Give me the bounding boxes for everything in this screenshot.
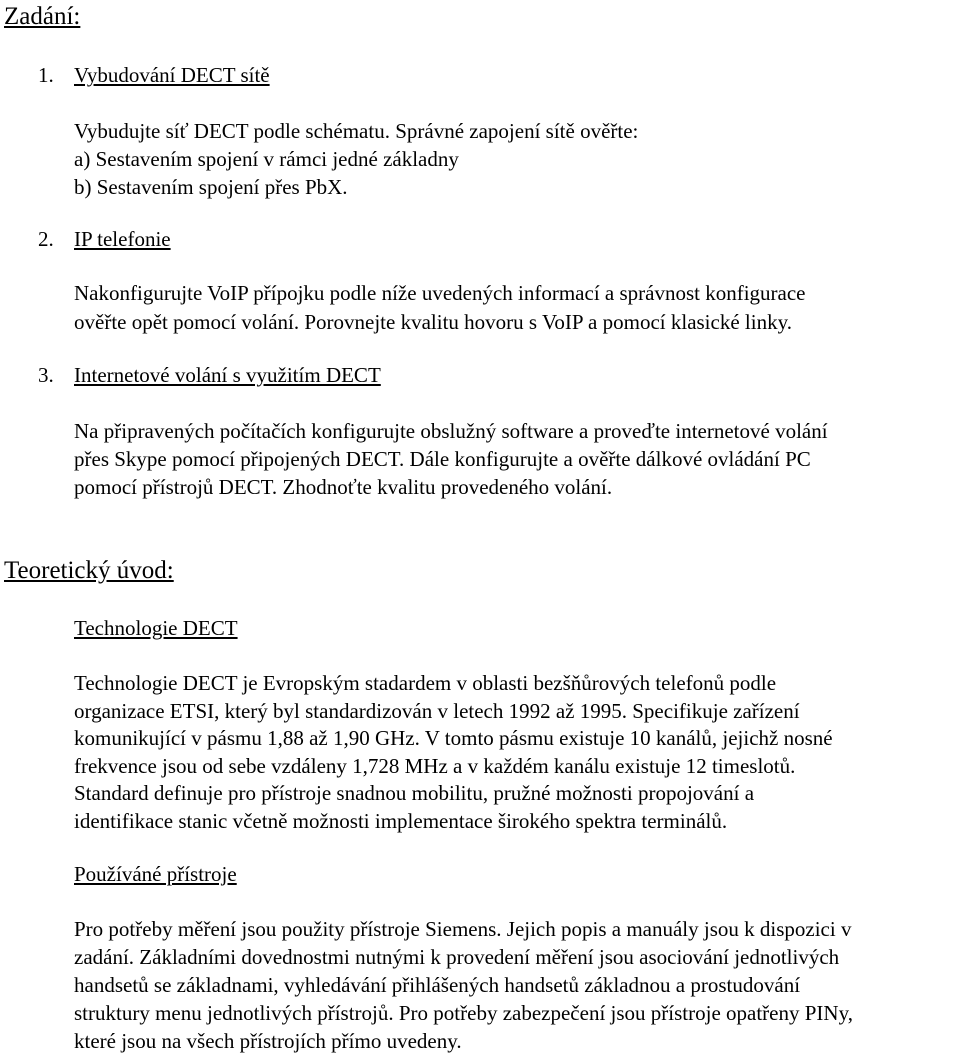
task-3-line-3: pomocí přístrojů DECT. Zhodnoťte kvalitu provedeného volání. [74, 475, 613, 499]
task-2-title: IP telefonie [74, 227, 171, 251]
section-devices-line-3: handsetů se základnami, vyhledávání přihlášených handsetů základnou a prostudování [74, 973, 801, 997]
task-2-number: 2. [38, 227, 54, 251]
task-2-line-2: ověřte opět pomocí volání. Porovnejte kvalitu hovoru s VoIP a pomocí klasické linky. [74, 310, 792, 334]
task-2-text [74, 279, 806, 337]
task-1-line-3: b) Sestavením spojení přes PbX. [74, 175, 348, 199]
section-dect-line-4: frekvence jsou od sebe vzdáleny 1,728 MHz a v každém kanálu existuje 12 timeslotů. [74, 753, 796, 778]
task-1-line-1: Vybudujte síť DECT podle schématu. Správné zapojení sítě ověřte: [74, 119, 639, 143]
section-devices-line-2: zadání. Základními dovednostmi nutnými k provedení měření jsou asociování jednotlivých [74, 945, 840, 969]
section-devices-text [74, 915, 853, 1055]
task-3-number: 3. [38, 363, 54, 387]
assignment-heading: Zadání: [4, 3, 81, 30]
task-1-title: Vybudování DECT sítě [74, 63, 270, 87]
task-1-text [74, 117, 638, 201]
task-3-text [74, 417, 828, 501]
task-3-title: Internetové volání s využitím DECT [74, 363, 381, 387]
section-dect-title: Technologie DECT [74, 616, 238, 640]
section-dect-text [74, 670, 833, 836]
section-dect-line-2: organizace ETSI, který byl standardizován v letech 1992 až 1995. Specifikuje zařízení [74, 698, 800, 723]
section-devices-title: Používáné přístroje [74, 862, 237, 886]
task-1-number: 1. [38, 63, 54, 87]
section-dect-line-6: identifikace stanic včetně možnosti implementace širokého spektra terminálů. [74, 808, 728, 833]
task-2-line-1: Nakonfigurujte VoIP přípojku podle níže uvedených informací a správnost konfigurace [74, 281, 806, 305]
section-devices-line-5: které jsou na všech přístrojích přímo uvedeny. [74, 1029, 462, 1053]
task-1-line-2: a) Sestavením spojení v rámci jedné základny [74, 147, 459, 171]
section-devices-line-1: Pro potřeby měření jsou použity přístroje Siemens. Jejich popis a manuály jsou k dispozici v [74, 917, 852, 941]
section-dect-line-5: Standard definuje pro přístroje snadnou mobilitu, pružné možnosti propojování a [74, 781, 755, 806]
section-devices-line-4: struktury menu jednotlivých přístrojů. Pro potřeby zabezpečení jsou přístroje opatřeny PINy, [74, 1001, 853, 1025]
section-dect-line-1: Technologie DECT je Evropským stadardem v oblasti bezšňůrových telefonů podle [74, 671, 777, 695]
section-dect-line-3: komunikující v pásmu 1,88 až 1,90 GHz. V tomto pásmu existuje 10 kanálů, jejichž nosné [74, 726, 833, 751]
task-3-line-1: Na připravených počítačích konfigurujte obslužný software a proveďte internetové volání [74, 419, 828, 443]
task-3-line-2: přes Skype pomocí připojených DECT. Dále konfigurujte a ověřte dálkové ovládání PC [74, 447, 811, 471]
theory-heading: Teoretický úvod: [4, 557, 174, 584]
